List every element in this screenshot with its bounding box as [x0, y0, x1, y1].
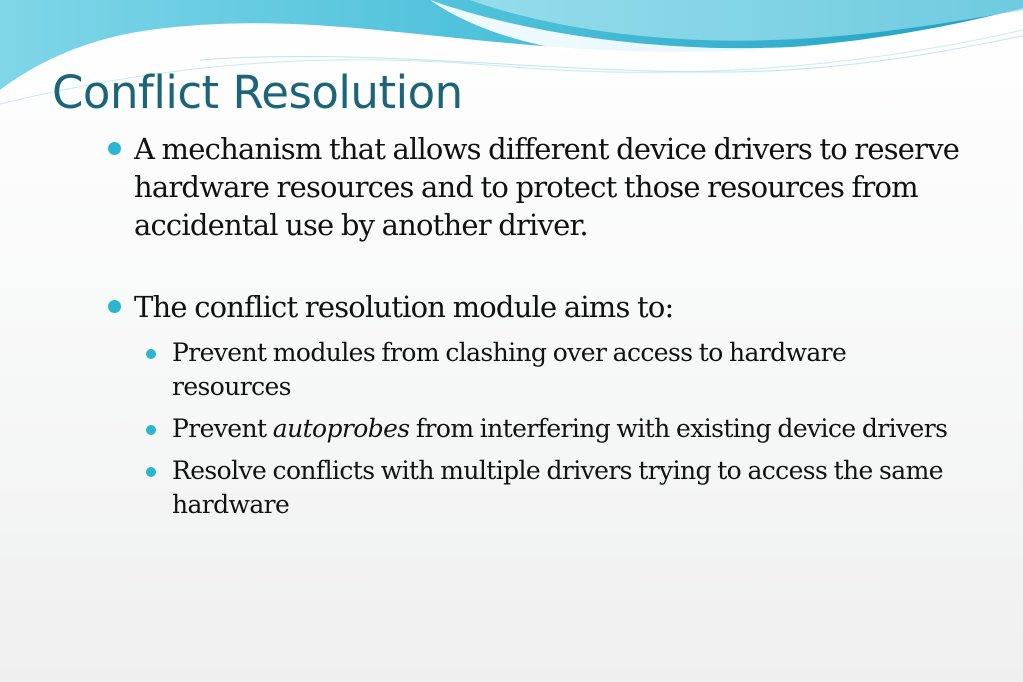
bullet-marker [108, 300, 121, 313]
sub-bullet-item [144, 412, 966, 446]
bullet-text: The conflict resolution module aims to: [134, 290, 674, 324]
emphasized-term: autoprobes [272, 414, 410, 443]
bullet-marker [108, 142, 121, 155]
sub-bullet-text: Prevent modules from clashing over access to hardware resources [172, 338, 847, 401]
slide-title: Conflict Resolution [52, 66, 463, 119]
bullet-item [106, 288, 966, 522]
bullet-text: A mechanism that allows different device drivers to reserve hardware resources and to protect those resources from accidental use by another driver. [134, 132, 960, 242]
slide-body [106, 130, 966, 522]
sub-bullet-item [144, 454, 966, 522]
sub-bullet-marker [146, 425, 156, 435]
bullet-item [106, 130, 966, 244]
sub-bullet-list [144, 336, 966, 522]
sub-bullet-marker [146, 349, 156, 359]
sub-bullet-item [144, 336, 966, 404]
sub-bullet-text: Resolve conflicts with multiple drivers trying to access the same hardware [172, 456, 943, 519]
sub-bullet-text-after: from interfering with existing device drivers [409, 414, 948, 443]
sub-bullet-marker [146, 467, 156, 477]
sub-bullet-text-before: Prevent [172, 414, 273, 443]
